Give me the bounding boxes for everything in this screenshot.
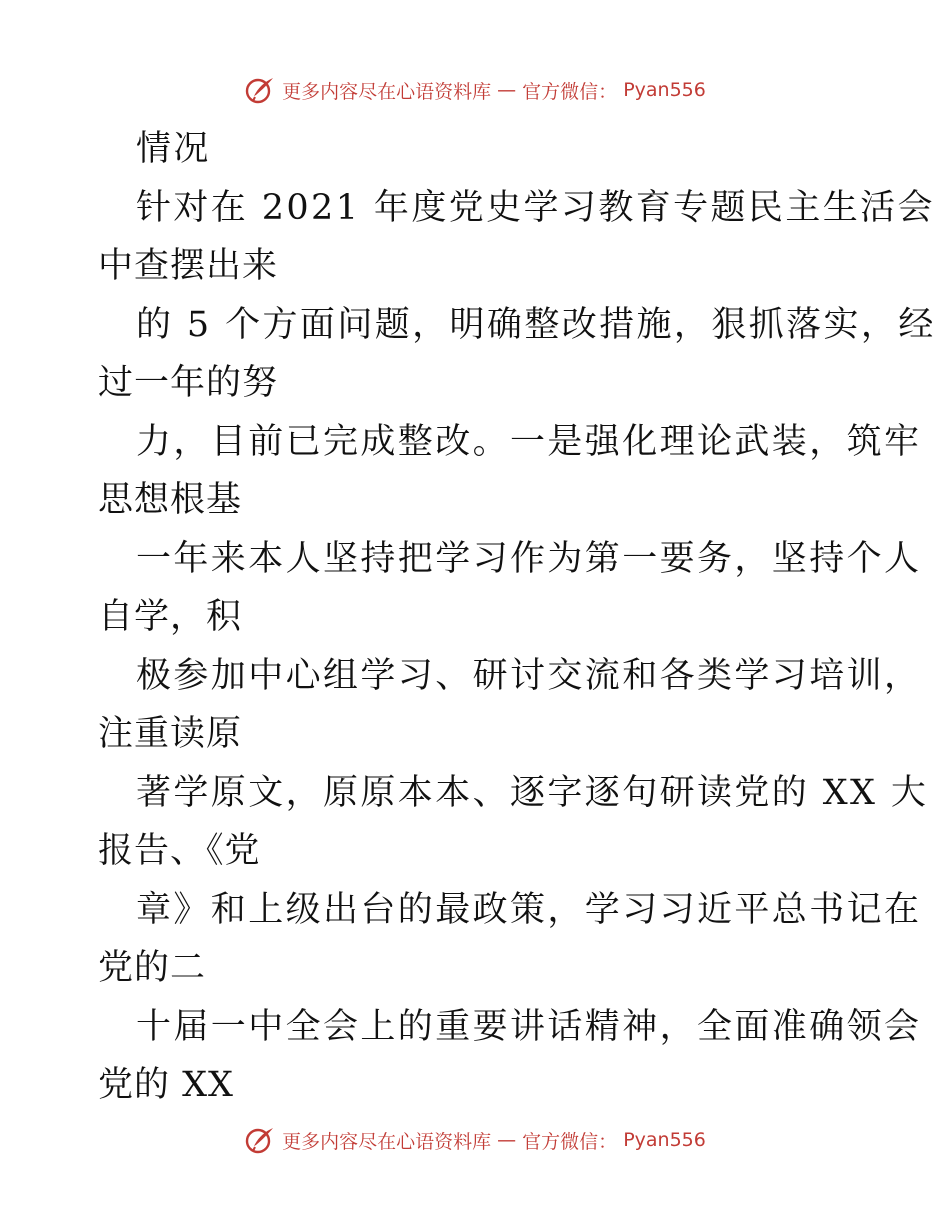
watermark-id: Pyan556 [623, 79, 706, 101]
watermark-main-text: 更多内容尽在心语资料库 [282, 80, 492, 103]
feather-pen-logo [244, 74, 276, 106]
body-line: 中查摆出来 [98, 246, 279, 286]
body-line: 力，目前已完成整改。一是强化理论武装，筑牢 [136, 421, 922, 462]
body-line: 著学原文，原原本本、逐字逐句研读党的 XX 大 [136, 772, 929, 813]
watermark-main-text: 更多内容尽在心语资料库 [282, 1130, 492, 1153]
watermark-id: Pyan556 [623, 1129, 706, 1151]
watermark-separator: — [497, 79, 517, 101]
body-line: 的 5 个方面问题，明确整改措施，狠抓落实，经 [136, 304, 936, 345]
body-line: 过一年的努 [98, 363, 279, 403]
header-watermark [0, 70, 950, 110]
body-line: 章》和上级出台的最政策，学习习近平总书记在 [136, 889, 922, 930]
body-line: 一年来本人坚持把学习作为第一要务，坚持个人 [136, 538, 922, 579]
watermark-sub-text: 官方微信： [522, 1130, 618, 1153]
body-line: 注重读原 [98, 714, 243, 754]
body-line: 自学，积 [98, 597, 243, 637]
document-body [98, 120, 936, 1115]
watermark-separator: — [497, 1129, 517, 1151]
body-line: 极参加中心组学习、研讨交流和各类学习培训， [136, 655, 922, 696]
body-line: 情况 [136, 129, 211, 169]
body-line: 十届一中全会上的重要讲话精神，全面准确领会 [136, 1006, 922, 1047]
body-line: 针对在 2021 年度党史学习教育专题民主生活会 [136, 187, 935, 228]
feather-pen-logo [244, 1124, 276, 1156]
body-line: 报告、《党 [98, 831, 261, 871]
body-line: 党的二 [98, 948, 207, 988]
watermark-sub-text: 官方微信： [522, 80, 618, 103]
body-line: 思想根基 [98, 480, 243, 520]
footer-watermark [0, 1120, 950, 1160]
body-line: 党的 XX [98, 1065, 234, 1105]
